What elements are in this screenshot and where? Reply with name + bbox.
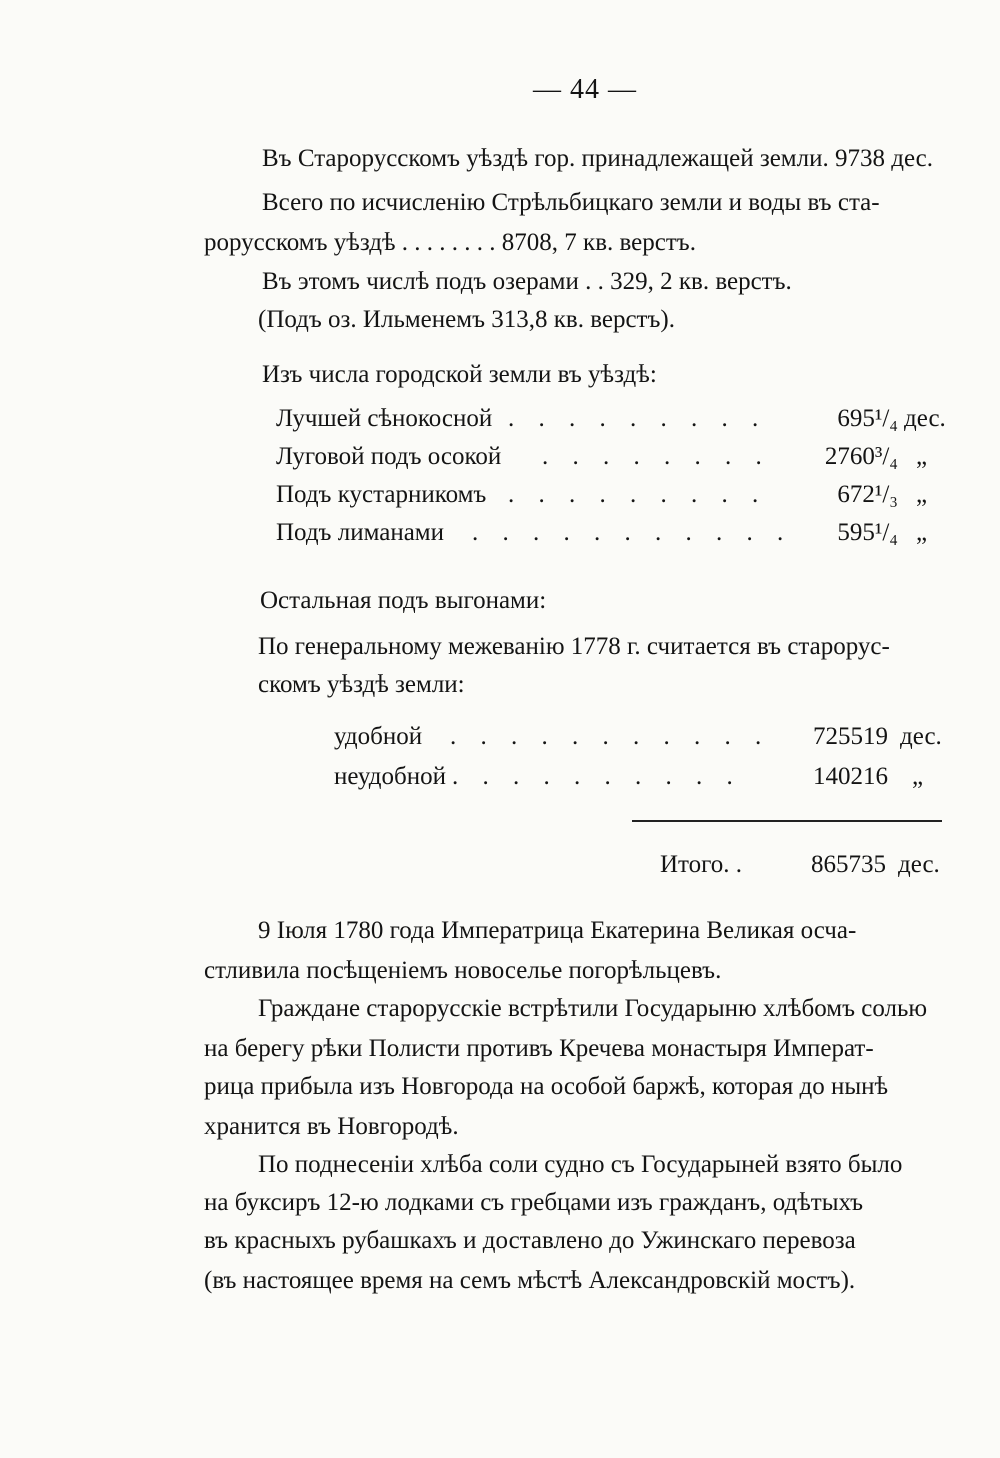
dot-leader: . . . . . . . . . . . [450,723,771,750]
survey-unit: дес. [900,723,942,750]
text-line: скомъ уѣздѣ земли: [258,671,465,698]
survey-row [334,764,946,794]
dot-leader: . . . . . . . . . [508,481,768,508]
land-row [276,406,946,436]
land-row [276,482,946,512]
text-line: рорусскомъ уѣздѣ . . . . . . . . 8708, 7 кв. верстъ. [204,229,696,256]
text-line: на берегу рѣки Полисти противъ Кречева монастыря Императ- [204,1035,874,1062]
total-unit: дес. [898,851,940,878]
page-number: — 44 — [533,74,637,105]
dot-leader: . . . . . . . . . . [452,763,742,790]
land-label: Подъ лиманами [276,519,445,546]
dot-leader: . . . . . . . . . [508,405,768,432]
total-value: 865735 [811,851,886,878]
section-heading: Остальная подъ выгонами: [260,587,547,614]
survey-row [334,724,946,754]
land-row [276,520,946,550]
text-line: стливила посѣщеніемъ новоселье погорѣльцевъ. [204,957,722,984]
text-line: (Подъ оз. Ильменемъ 313,8 кв. верстъ). [258,306,675,333]
text-line: (въ настоящее время на семъ мѣстѣ Александровскій мостъ). [204,1267,856,1294]
land-label: Подъ кустарникомъ [276,481,487,508]
land-unit: „ [916,443,928,470]
land-unit: дес. [904,405,946,432]
text-line: По генеральному межеванію 1778 г. считается въ старорус- [258,633,890,660]
land-unit: „ [916,519,928,546]
text-line: Въ Старорусскомъ уѣздѣ гор. принадлежащей земли. 9738 дес. [262,145,934,172]
sum-rule [632,820,942,822]
total-label: Итого. . [660,851,743,878]
land-row [276,444,946,474]
text-line: на буксиръ 12-ю лодками съ гребцами изъ гражданъ, одѣтыхъ [204,1189,863,1216]
text-line: Въ этомъ числѣ подъ озерами . . 329, 2 кв. верстъ. [262,268,792,295]
text-line: 9 Іюля 1780 года Императрица Екатерина Великая осча- [258,917,857,944]
land-unit: „ [916,481,928,508]
land-value: 2760³/₄ [824,443,898,470]
survey-label: удобной [334,723,423,750]
dot-leader: . . . . . . . . . . . [472,519,793,546]
section-heading: Изъ числа городской земли въ уѣздѣ: [262,361,657,388]
text-line: По поднесеніи хлѣба соли судно съ Государыней взято было [258,1151,903,1178]
text-line: хранится въ Новгородѣ. [204,1113,459,1140]
survey-label: неудобной [334,763,446,790]
survey-unit: „ [912,763,924,790]
dot-leader: . . . . . . . . [542,443,771,470]
text-line: въ красныхъ рубашкахъ и доставлено до Ужинскаго перевоза [204,1227,856,1254]
survey-value: 725519 [813,723,888,750]
land-value: 695¹/₄ [837,405,898,432]
land-value: 595¹/₄ [837,519,898,546]
land-value: 672¹/₃ [837,481,898,508]
text-line: Граждане старорусскіе встрѣтили Государыню хлѣбомъ солью [258,995,928,1022]
land-label: Лучшей сѣнокосной [276,405,493,432]
land-label: Луговой подъ осокой [276,443,502,470]
survey-value: 140216 [813,763,888,790]
text-line: Всего по исчисленію Стрѣльбицкаго земли и воды въ ста- [262,189,880,216]
total-row [660,852,946,882]
text-line: рица прибыла изъ Новгорода на особой баржѣ, которая до нынѣ [204,1073,889,1100]
